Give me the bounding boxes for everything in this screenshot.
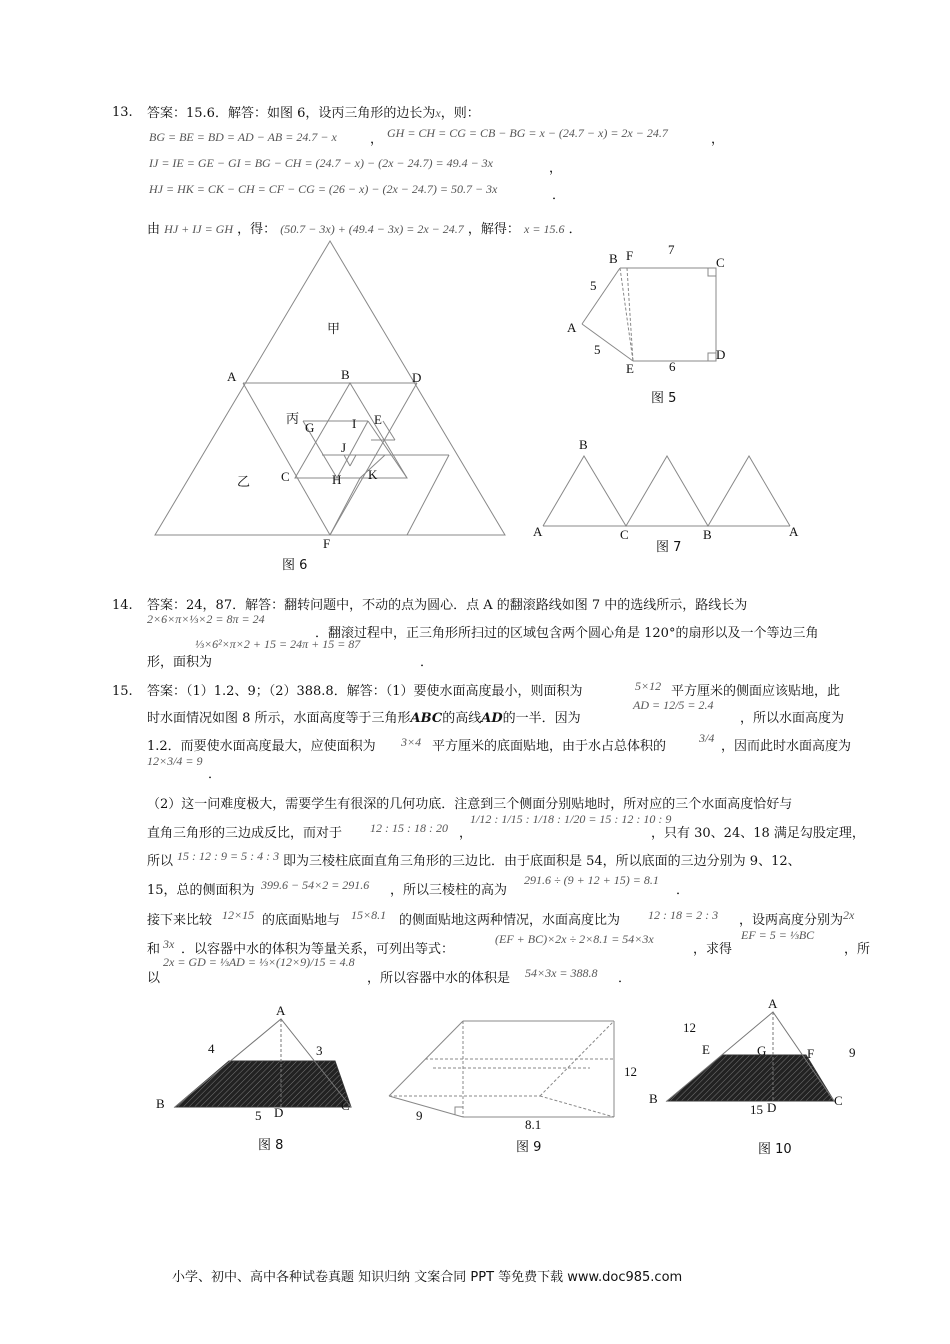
q13-eq2: GH = CH = CG = CB − BG = x − (24.7 − x) = 2x − 24.7 bbox=[387, 126, 668, 140]
fig6-label-C: C bbox=[281, 469, 290, 484]
q13-eq4: HJ = HK = CK − CH = CF − CG = (26 − x) − (2x − 24.7) = 50.7 − 3x bbox=[149, 182, 498, 196]
q15-part2-line3: 所以 bbox=[147, 854, 174, 869]
q13-intro: 答案：15.6．解答：如图 6，设丙三角形的边长为x，则： bbox=[147, 106, 480, 121]
q15-eq-ratio4: 12 : 18 = 2 : 3 bbox=[648, 908, 719, 922]
fig10-label-9: 9 bbox=[849, 1045, 856, 1060]
fig10-label-B: B bbox=[649, 1091, 658, 1106]
q15-eq-3x4: 3×4 bbox=[401, 735, 422, 749]
q14-number: 14. bbox=[112, 598, 133, 613]
q14-eq2: ⅓×6²×π×2 + 15 = 24π + 15 = 87 bbox=[195, 637, 361, 651]
q14-line2: ．翻滚过程中，正三角形所扫过的区域包含两个圆心角是 120°的扇形以及一个等边三角 bbox=[315, 626, 819, 641]
q13-eq1: BG = BE = BD = AD − AB = 24.7 − x bbox=[149, 130, 337, 144]
q15-part2-line5: 接下来比较 bbox=[147, 913, 213, 928]
fig5-label-6: 6 bbox=[669, 359, 676, 374]
q15-part2-line2: 直角三角形的三边成反比，而对于 bbox=[147, 826, 343, 841]
q15-eq-lateral: 399.6 − 54×2 = 291.6 bbox=[261, 878, 370, 892]
fig10-label-D: D bbox=[767, 1100, 777, 1115]
fig9-caption: 图 9 bbox=[516, 1140, 542, 1155]
fig5-label-5a: 5 bbox=[590, 278, 597, 293]
fig9-label-12: 12 bbox=[624, 1064, 637, 1079]
q15-eq-2x: 2x bbox=[843, 908, 855, 922]
fig10-label-E: E bbox=[702, 1042, 710, 1057]
fig6-caption: 图 6 bbox=[282, 558, 308, 573]
fig10-label-A: A bbox=[768, 996, 778, 1011]
q13-conclusion: 由 HJ + IJ = GH ，得： (50.7 − 3x) + (49.4 − 3x) = 2x − 24.7 ，解得： x = 15.6 ． bbox=[147, 222, 582, 237]
fig5-label-B: B bbox=[609, 251, 618, 266]
fig8-label-A: A bbox=[276, 1003, 286, 1018]
q15-eq-GD: 2x = GD = ⅓AD = ⅓×(12×9)/15 = 4.8 bbox=[163, 955, 355, 969]
fig8-label-B: B bbox=[156, 1096, 165, 1111]
q15-part2-line6: 和 bbox=[147, 942, 161, 957]
fig6-label-H: H bbox=[332, 472, 342, 487]
footer-download-note: 小学、初中、高中各种试卷真题 知识归纳 文案合同 PPT 等免费下载 www.doc985.com bbox=[172, 1270, 683, 1285]
q15-eq-AD: AD = 12/5 = 2.4 bbox=[633, 698, 714, 712]
q15-line3: 1.2．而要使水面高度最大，应使面积为 bbox=[147, 739, 376, 754]
fig6-label-K: K bbox=[368, 467, 378, 482]
fig6-label-I: I bbox=[352, 416, 357, 431]
q15-eq-answer: 54×3x = 388.8 bbox=[525, 966, 598, 980]
fig8-label-4: 4 bbox=[208, 1041, 215, 1056]
fig10-label-G: G bbox=[757, 1043, 767, 1058]
fig10-caption: 图 10 bbox=[758, 1142, 792, 1157]
q15-line2: 时水面情况如图 8 所示，水面高度等于三角形ABC的高线AD的一半．因为 bbox=[147, 711, 581, 726]
fig5-label-5b: 5 bbox=[594, 342, 601, 357]
fig7-label-A-right: A bbox=[789, 524, 799, 539]
fig6-label-bing: 丙 bbox=[286, 412, 300, 427]
fig6-label-F: F bbox=[323, 536, 331, 551]
fig10-label-12: 12 bbox=[683, 1020, 696, 1035]
fig6-label-E: E bbox=[374, 412, 382, 427]
fig10-label-C: C bbox=[834, 1093, 843, 1108]
fig7-label-B-top: B bbox=[579, 437, 588, 452]
fig6-label-yi: 乙 bbox=[237, 475, 251, 490]
fig10-label-15: 15 bbox=[750, 1102, 763, 1117]
fig8-label-5: 5 bbox=[255, 1108, 262, 1123]
q15-eq-5x12: 5×12 bbox=[635, 679, 662, 693]
fig6-label-G: G bbox=[305, 420, 315, 435]
fig7-caption: 图 7 bbox=[656, 540, 682, 555]
fig5-label-E: E bbox=[626, 361, 634, 376]
q15-eq-EF: EF = 5 = ⅓BC bbox=[741, 928, 815, 942]
fig7-label-B-bottom: B bbox=[703, 527, 712, 542]
q14-eq1: 2×6×π×⅓×2 = 8π = 24 bbox=[147, 612, 265, 626]
fig5-label-7: 7 bbox=[668, 242, 675, 257]
fig7-label-A-left: A bbox=[533, 524, 543, 539]
q15-eq-ratio1: 12 : 15 : 18 : 20 bbox=[370, 821, 448, 835]
q15-eq-3x: 3x bbox=[163, 937, 175, 951]
q15-line1: 答案：（1）1.2、9；（2）388.8．解答：（1）要使水面高度最小，则面积为 bbox=[147, 684, 583, 699]
fig6-label-J: J bbox=[341, 440, 347, 455]
fig8-caption: 图 8 bbox=[258, 1138, 284, 1153]
q14-line3: 形，面积为 bbox=[147, 655, 213, 670]
q15-part2-line7: 以 bbox=[147, 971, 161, 986]
q14-line1: 答案：24，87．解答：翻转问题中，不动的点为圆心．点 A 的翻滚路线如图 7 中的选线所示，路线长为 bbox=[147, 598, 748, 613]
q15-eq-ratio2: 1/12 : 1/15 : 1/18 : 1/20 = 15 : 12 : 10 : 9 bbox=[470, 812, 672, 826]
fig6-label-jia: 甲 bbox=[327, 322, 341, 337]
fig6-label-D: D bbox=[412, 370, 422, 385]
fig5-label-C: C bbox=[716, 255, 725, 270]
fig8-label-C: C bbox=[341, 1098, 350, 1113]
fig5-label-F: F bbox=[626, 248, 634, 263]
fig5-label-A: A bbox=[567, 320, 577, 335]
q15-eq-volume: (EF + BC)×2x ÷ 2×8.1 = 54×3x bbox=[495, 932, 654, 946]
q15-eq-15x81: 15×8.1 bbox=[351, 908, 387, 922]
q15-eq-ratio3: 15 : 12 : 9 = 5 : 4 : 3 bbox=[177, 849, 280, 863]
fig5-label-D: D bbox=[716, 347, 726, 362]
q15-part2-line4: 15，总的侧面积为 bbox=[147, 883, 255, 898]
fig5-caption: 图 5 bbox=[651, 391, 677, 406]
q15-frac-3-4: 3/4 bbox=[699, 731, 715, 745]
fig8-label-3: 3 bbox=[316, 1043, 323, 1058]
fig8-label-D: D bbox=[274, 1105, 284, 1120]
q13-eq3: IJ = IE = GE − GI = BG − CH = (24.7 − x) − (2x − 24.7) = 49.4 − 3x bbox=[149, 156, 494, 170]
q13-number: 13. bbox=[112, 105, 133, 120]
q15-eq-12x15: 12×15 bbox=[222, 908, 255, 922]
q15-eq-12x34: 12×3/4 = 9 bbox=[147, 754, 203, 768]
fig6-label-A: A bbox=[227, 369, 237, 384]
fig10-label-F: F bbox=[807, 1046, 815, 1061]
q15-part2-line1: （2）这一问难度极大，需要学生有很深的几何功底．注意到三个侧面分别贴地时，所对应的三个水面高度恰好与 bbox=[147, 797, 793, 812]
fig9-label-9: 9 bbox=[416, 1108, 423, 1123]
fig7-label-C: C bbox=[620, 527, 629, 542]
fig6-label-B: B bbox=[341, 367, 350, 382]
q15-eq-height: 291.6 ÷ (9 + 12 + 15) = 8.1 bbox=[524, 873, 659, 887]
q15-number: 15. bbox=[112, 684, 133, 699]
fig9-label-8-1: 8.1 bbox=[525, 1117, 542, 1132]
